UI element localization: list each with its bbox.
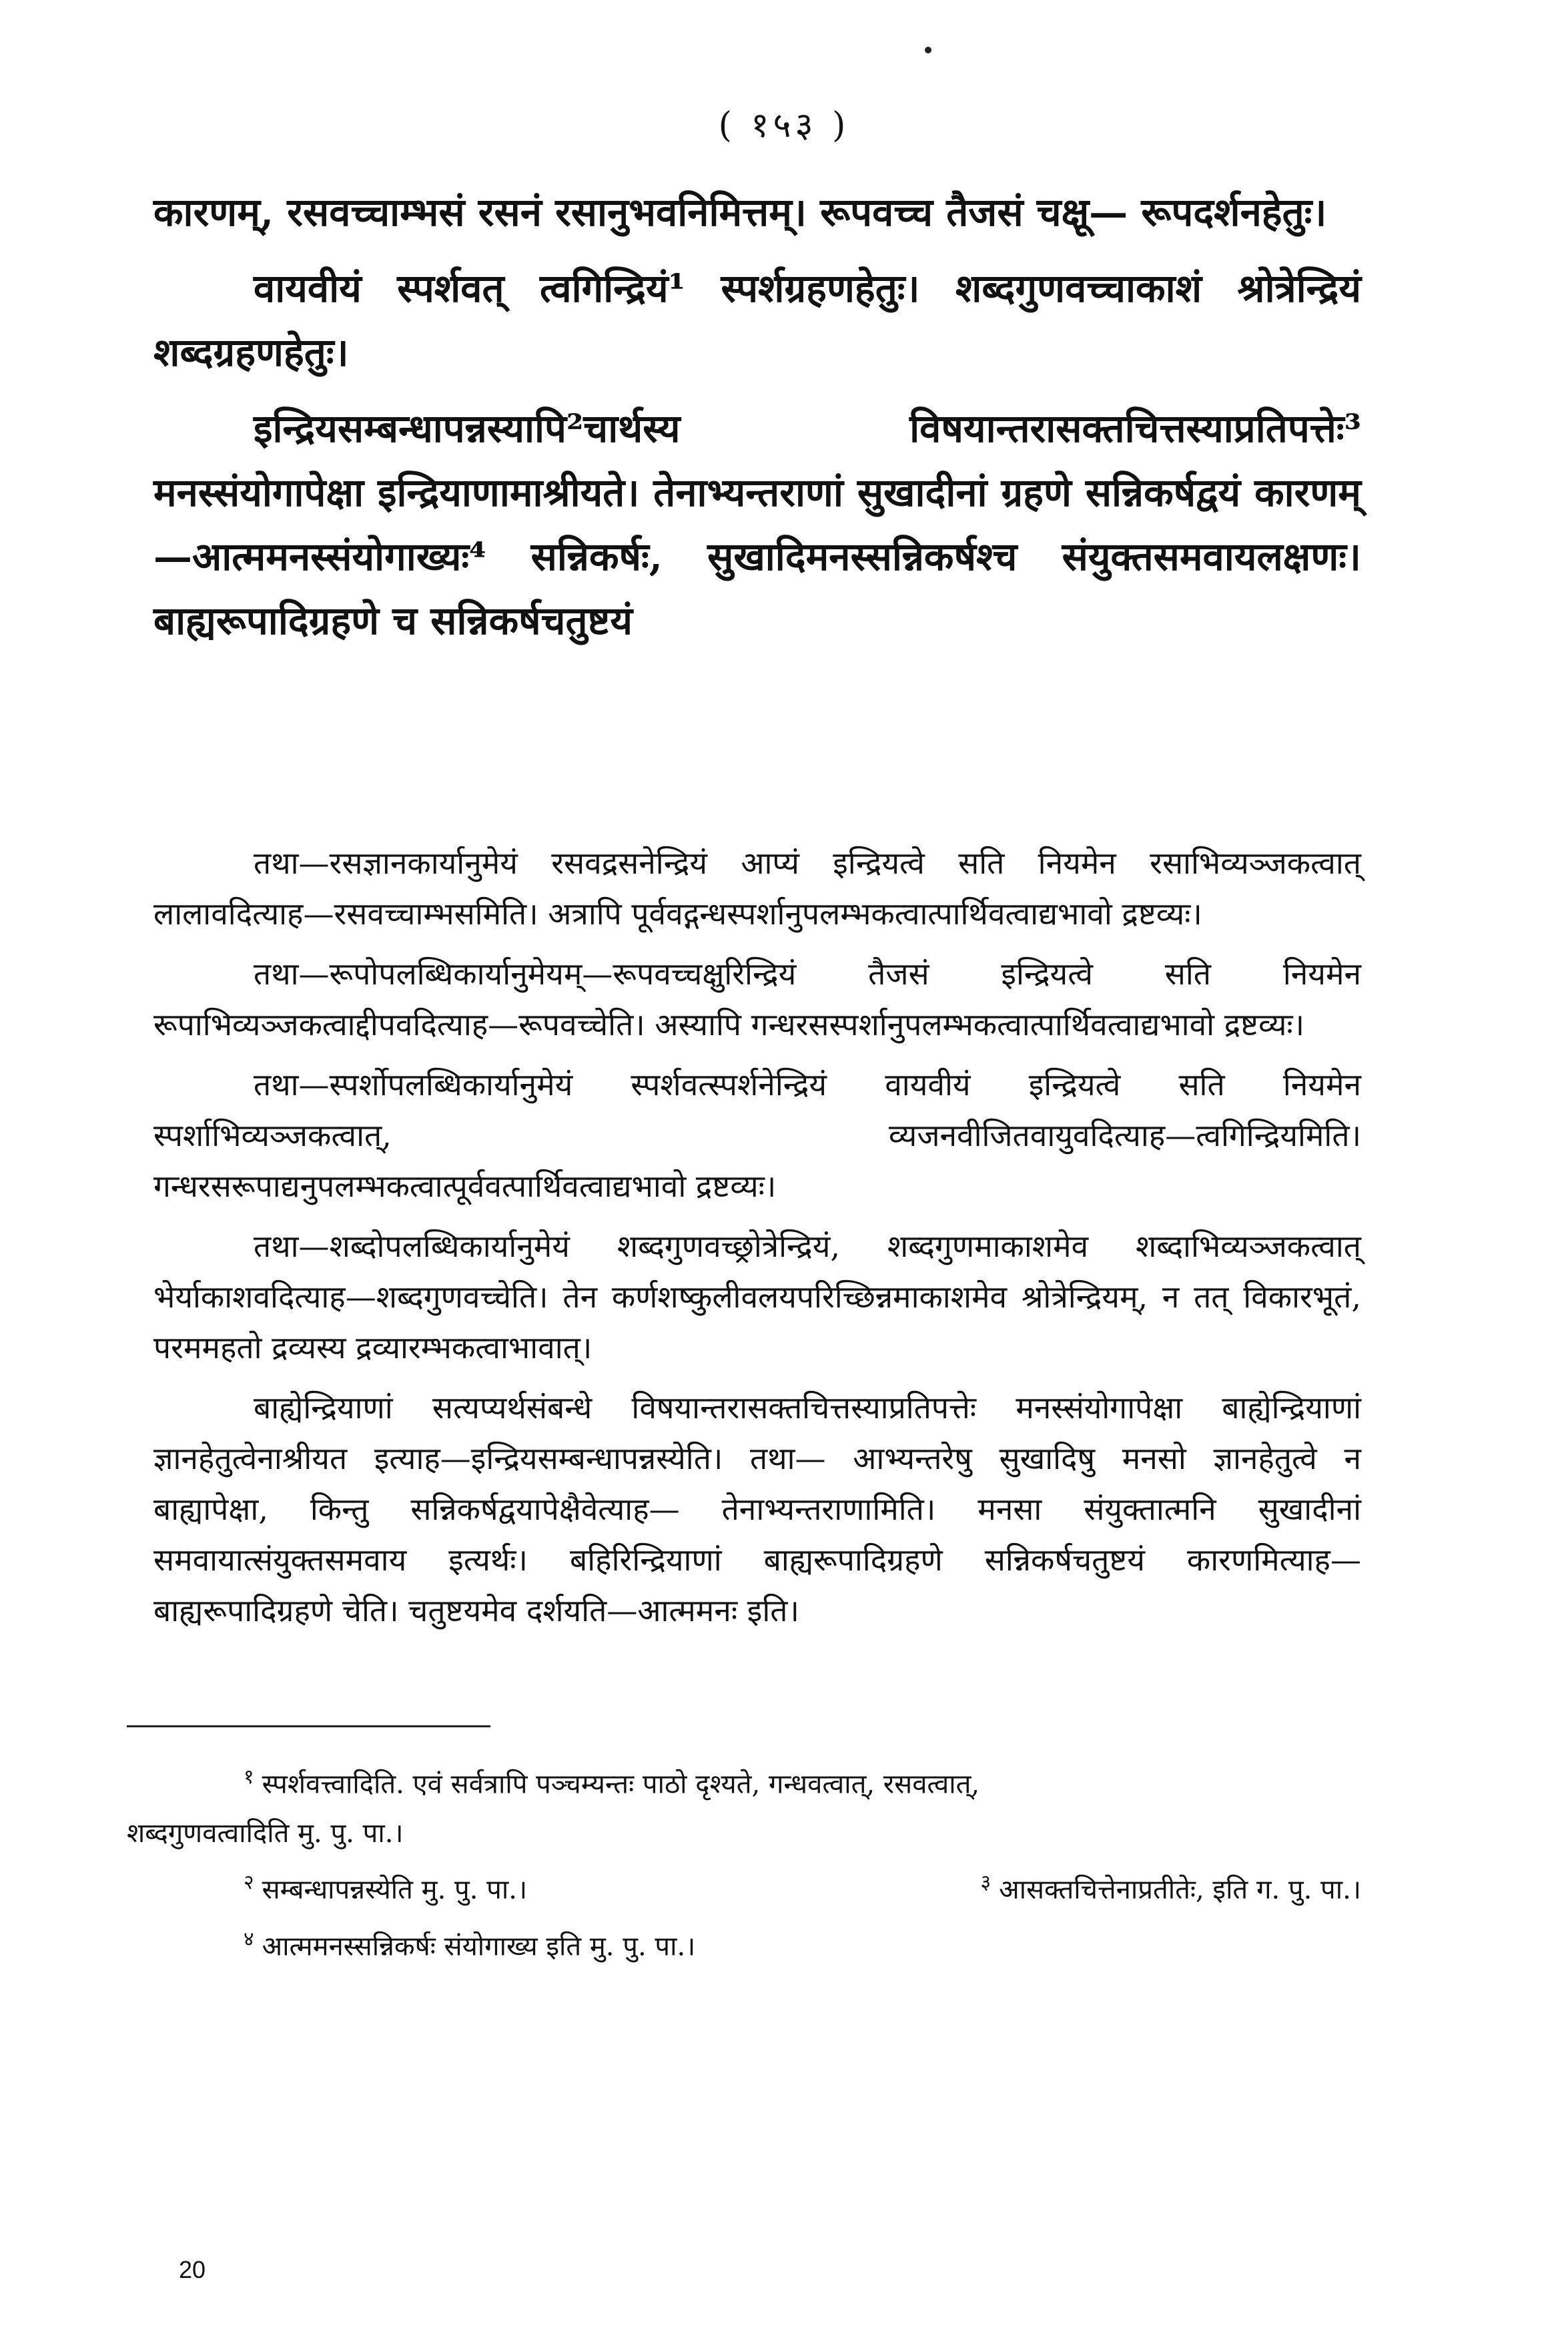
- sheet-number: 20: [179, 2256, 206, 2283]
- commentary-paragraph: तथा—रूपोपलब्धिकार्यानुमेयम्—रूपवच्चक्षुरिन्द्रियं तैजसं इन्द्रियत्वे सति नियमेन रूपाभिव्यञ्जकत्वाद्दीपवदित्याह—रूपवच्चेति। अस्यापि गन्धरसस्पर्शानुपलम्भकत्वात्पार्थिवत्वाद्यभावो द्रष्टव्यः।: [153, 956, 1361, 1043]
- commentary-paragraph: बाह्येन्द्रियाणां सत्यप्यर्थसंबन्धे विषयान्तरासक्तचित्तस्याप्रतिपत्तेः मनस्संयोगापेक्षा बाह्येन्द्रियाणां ज्ञानहेतुत्वेनाश्रीयत इत्याह—इन्द्रियसम्बन्धापन्नस्येति। तथा— आभ्यन्तरेषु सुखादिषु मनसो ज्ञानहेतुत्वे न बाह्यापेक्षा, किन्तु सन्निकर्षद्वयापेक्षैवेत्याह— तेनाभ्यन्तराणामिति। मनसा संयुक्तात्मनि सुखादीनां समवायात्संयुक्तसमवाय इत्यर्थः। बहिरिन्द्रियाणां बाह्यरूपादिग्रहणे सन्निकर्षचतुष्टयं कारणमित्याह—बाह्यरूपादिग्रहणे चेति। चतुष्टयमेव दर्शयति—आत्ममनः इति।: [153, 1390, 1361, 1629]
- footnote-text: सम्बन्धापन्नस्येति मु. पु. पा.।: [262, 1874, 528, 1906]
- commentary-paragraph: तथा—स्पर्शोपलब्धिकार्यानुमेयं स्पर्शवत्स्पर्शनेन्द्रियं वायवीयं इन्द्रियत्वे सति नियमेन स्पर्शाभिव्यञ्जकत्वात्, व्यजनवीजितवायुवदित्याह—त्वगिन्द्रियमिति। गन्धरसरूपाद्यनुपलम्भकत्वात्पूर्ववत्पार्थिवत्वाद्यभावो द्रष्टव्यः।: [153, 1067, 1361, 1204]
- commentary-paragraph: तथा—रसज्ञानकार्यानुमेयं रसवद्रसनेन्द्रियं आप्यं इन्द्रियत्वे सति नियमेन रसाभिव्यञ्जकत्वात् लालावदित्याह—रसवच्चाम्भसमिति। अत्रापि पूर्ववद्गन्धस्पर्शानुपलम्भकत्वात्पार्थिवत्वाद्यभावो द्रष्टव्यः।: [153, 845, 1361, 932]
- footnote-divider: [127, 1725, 490, 1727]
- footnote-marker: १: [244, 1765, 254, 1789]
- main-paragraph: इन्द्रियसम्बन्धापन्नस्यापि²चार्थस्य विषयान्तरासक्तचित्तस्याप्रतिपत्तेः³ मनस्संयोगापेक्षा इन्द्रियाणामाश्रीयते। तेनाभ्यन्तराणां सुखादीनां ग्रहणे सन्निकर्षद्वयं कारणम्—आत्ममनस्संयोगाख्यः⁴ सन्निकर्षः, सुखादिमनस्सन्निकर्षश्च संयुक्तसमवायलक्षणः। बाह्यरूपादिग्रहणे च सन्निकर्षचतुष्टयं: [153, 406, 1361, 643]
- page-number: ( १५३ ): [718, 105, 850, 145]
- footnote-4: [127, 1918, 1361, 1968]
- footnote-3: [980, 1861, 1361, 1912]
- main-paragraph: कारणम्, रसवच्चाम्भसं रसनं रसानुभवनिमित्तम्। रूपवच्च तैजसं चक्षू— रूपदर्शनहेतुः।: [153, 190, 1327, 235]
- main-paragraph: वायवीयं स्पर्शवत् त्वगिन्द्रियं¹ स्पर्शग्रहणहेतुः। शब्दगुणवच्चाकाशं श्रोत्रेन्द्रियं शब्दग्रहणहेतुः।: [153, 266, 1361, 375]
- footnote-marker: ३: [980, 1871, 992, 1895]
- footnote-1: [127, 1755, 1361, 1806]
- footnote-1-continued: शब्दगुणवत्वादिति मु. पु. पा.।: [127, 1818, 404, 1849]
- footnote-text: आत्ममनस्सन्निकर्षः संयोगाख्य इति मु. पु. पा.।: [262, 1930, 696, 1962]
- footnote-marker: ४: [244, 1927, 254, 1951]
- footnote-2: [244, 1861, 527, 1912]
- footnote-row: [127, 1861, 1361, 1917]
- footnote-text: आसक्तचित्तेनाप्रतीतेः, इति ग. पु. पा.।: [999, 1874, 1361, 1906]
- footnote-marker: २: [244, 1871, 254, 1895]
- footnotes: [127, 1755, 1361, 1974]
- main-text: [153, 180, 1361, 665]
- commentary-text: [153, 838, 1361, 1645]
- commentary-paragraph: तथा—शब्दोपलब्धिकार्यानुमेयं शब्दगुणवच्छ्रोत्रेन्द्रियं, शब्दगुणमाकाशमेव शब्दाभिव्यञ्जकत्वात् भेर्याकाशवदित्याह—शब्दगुणवच्चेति। तेन कर्णशष्कुलीवलयपरिच्छिन्नमाकाशमेव श्रोत्रेन्द्रियम्, न तत् विकारभूतं, परममहतो द्रव्यस्य द्रव्यारम्भकत्वाभावात्।: [153, 1228, 1361, 1366]
- footnote-text: स्पर्शवत्त्वादिति. एवं सर्वत्रापि पञ्चम्यन्तः पाठो दृश्यते, गन्धवत्वात्, रसवत्वात्,: [262, 1769, 980, 1800]
- printer-dot: [925, 47, 931, 53]
